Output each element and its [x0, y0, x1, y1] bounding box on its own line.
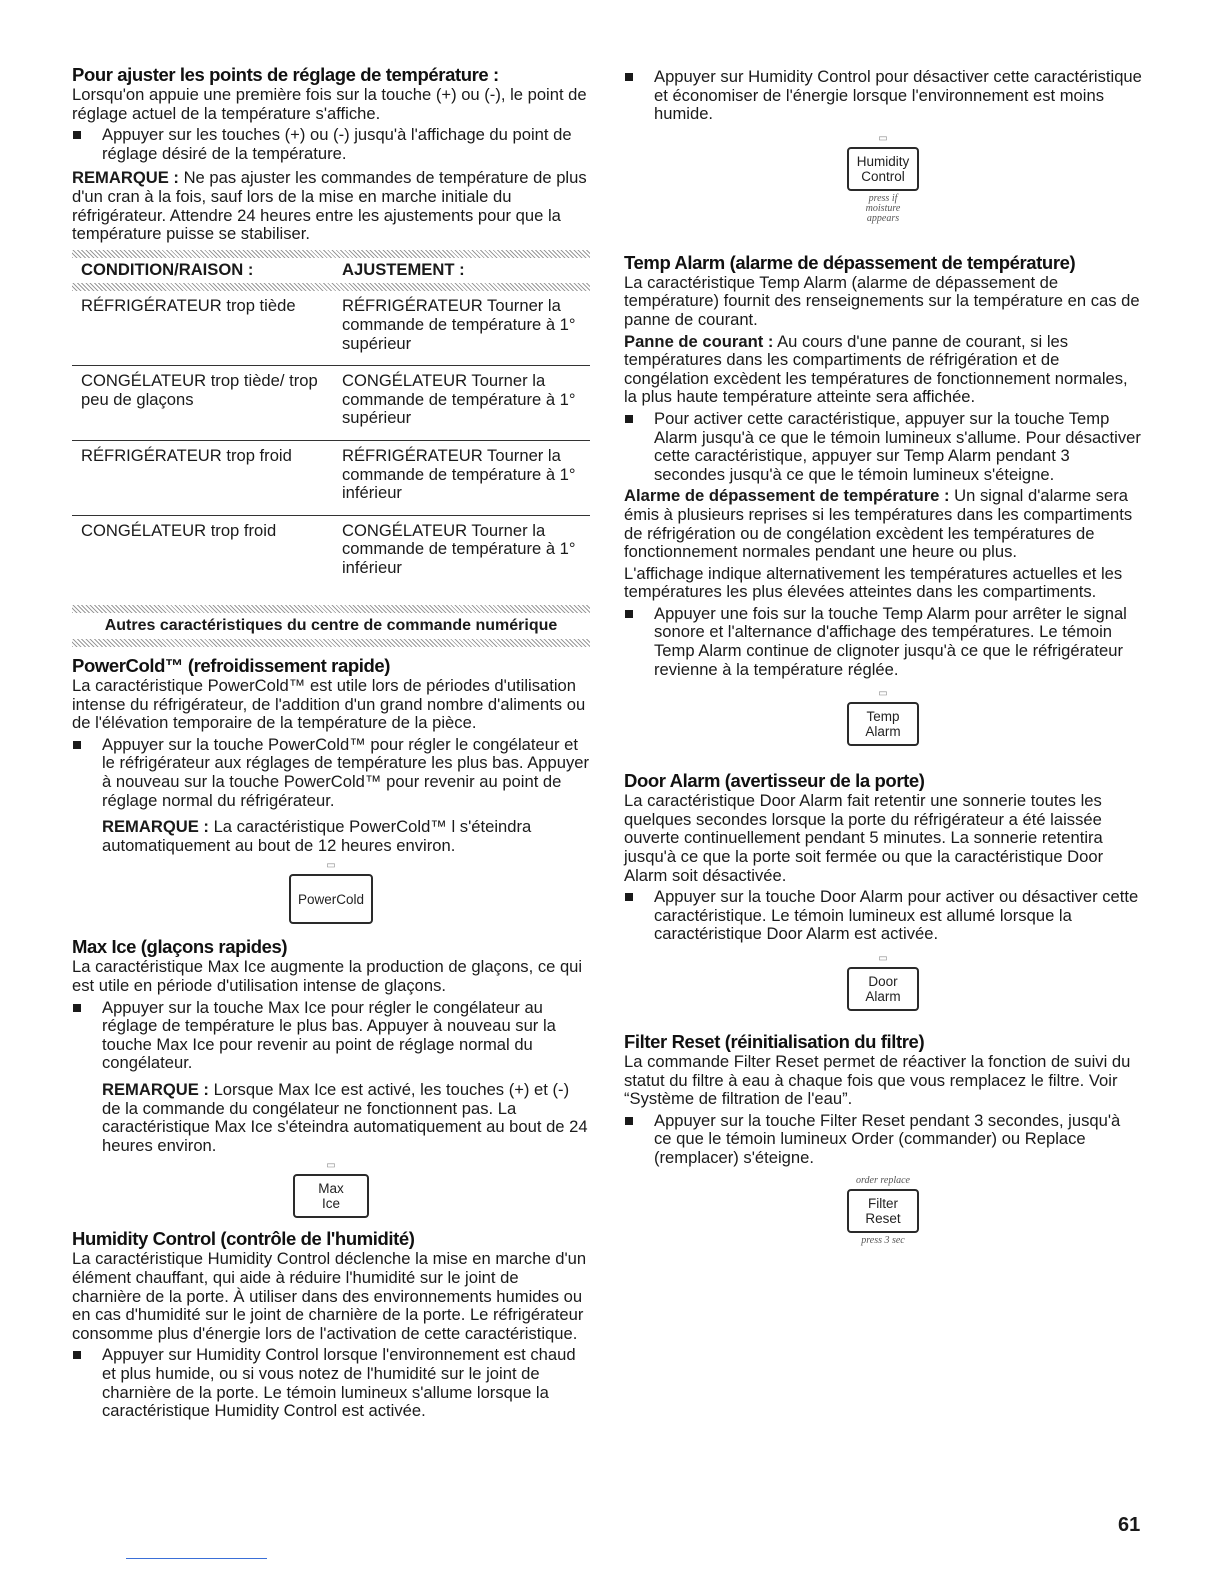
humidity-control-button[interactable]: Humidity Control [847, 147, 919, 191]
indicator-led-icon: ▭ [878, 132, 888, 144]
maxice-intro: La caractéristique Max Ice augmente la production de glaçons, ce qui est utile en période d'utilisation intense de glaçons. [72, 957, 583, 995]
tempalarm-display: L'affichage indique alternativement les températures actuelles et les températures les plus élevées atteintes dans les compartiments. [624, 563, 1123, 602]
tempalarm-button-figure [624, 689, 1142, 746]
left-column [72, 64, 590, 1424]
filter-lamps [856, 1176, 910, 1186]
indicator-led-icon: ▭ [326, 860, 336, 872]
filter-heading: Filter Reset (réinitialisation du filtre) [624, 1031, 925, 1052]
bullet-square-icon [625, 610, 633, 618]
humidity-intro: La caractéristique Humidity Control déclenche la mise en marche d'un élément chauffant, qui aide à réduire l'humidité sur le joint de charnière de la porte. À utiliser dans des environnements humides ou en cas d'humidité sur le joint de charnière de la porte. Le réfrigérateur consomme plus d'énergie lors de l'activation de cette caractéristique. [72, 1249, 587, 1343]
humidity-heading: Humidity Control (contrôle de l'humidité) [72, 1228, 415, 1250]
right-column [624, 68, 1142, 1246]
set-temp-heading: Pour ajuster les points de réglage de température : [72, 64, 499, 85]
indicator-led-icon: ▭ [878, 953, 888, 964]
maxice-button[interactable]: Max Ice [293, 1174, 369, 1218]
maxice-button-figure [72, 1161, 590, 1218]
features-title: Autres caractéristiques du centre de commande numérique [104, 617, 558, 635]
footer-line [126, 1558, 267, 1559]
temp-alarm-button[interactable]: Temp Alarm [847, 702, 919, 746]
page-number: 61 [1118, 1514, 1141, 1536]
humidity-bullet: Appuyer sur Humidity Control lorsque l'environnement est chaud et plus humide, ou si vous notez de l'humidité sur le joint de charnière de la porte. Le témoin lumineux s'allume lorsque la caractéristique Humidity Control est activée. [72, 1346, 590, 1420]
dooralarm-bullet: Appuyer sur la touche Door Alarm pour activer ou désactiver cette caractéristique. Le témoin lumineux est allumé lorsque la caractéristique Door Alarm est activée. [624, 888, 1142, 944]
humidity-button-figure [624, 134, 1142, 224]
filter-caption: press 3 sec [861, 1234, 905, 1246]
maxice-bullet: Appuyer sur la touche Max Ice pour régler le congélateur au réglage de température le plus bas. Appuyer à nouveau sur la touche Max Ice pour revenir au point de réglage normal du congélateur. [72, 999, 590, 1073]
tempalarm-alarm: Alarme de dépassement de température : Un signal d'alarme sera émis à plusieurs reprises si les températures dans les compartiments de réfrigération ou de congélation excèdent les températures de fonctionnement normales pendant une heure ou plus. [624, 486, 1133, 562]
table-header-condition: CONDITION/RAISON : [81, 259, 254, 279]
tempalarm-heading: Temp Alarm (alarme de dépassement de température) [624, 251, 1076, 273]
filter-reset-button[interactable]: Filter Reset [847, 1189, 919, 1233]
powercold-heading: PowerCold™ (refroidissement rapide) [72, 655, 391, 677]
indicator-led-icon: ▭ [326, 1160, 336, 1172]
order-lamp-label: order [856, 1174, 878, 1186]
powercold-button[interactable]: PowerCold [289, 874, 373, 924]
bullet-square-icon [73, 1351, 81, 1359]
tempalarm-intro: La caractéristique Temp Alarm (alarme de dépassement de température) fournit des renseignements sur la température en cas de panne de courant. [624, 272, 1140, 329]
maxice-note: REMARQUE : Lorsque Max Ice est activé, les touches (+) et (-) de la commande du congélateur ne fonctionnent pas. La caractéristique Max Ice s'éteindra automatiquement au bout de 24 heures environ. [102, 1079, 588, 1155]
humidity-bullet-2: Appuyer sur Humidity Control pour désactiver cette caractéristique et économiser de l'énergie lorsque l'environnement est moins humide. [624, 68, 1142, 124]
door-alarm-button[interactable]: Door Alarm [847, 967, 919, 1011]
features-banner [72, 605, 590, 647]
bullet-square-icon [73, 1004, 81, 1012]
indicator-led-icon: ▭ [878, 688, 888, 700]
bullet-square-icon [625, 1117, 633, 1125]
dooralarm-intro: La caractéristique Door Alarm fait retentir une sonnerie toutes les quelques secondes lorsque la porte du réfrigérateur a été laissée ouverte continuellement pendant 5 minutes. La sonnerie retentira jusqu'à ce que la porte soit fermée ou que la caractéristique Door Alarm soit désactivée. [624, 791, 1104, 885]
bullet-square-icon [73, 741, 81, 749]
table-row: RÉFRIGÉRATEUR trop tiède RÉFRIGÉRATEUR Tourner la commande de température à 1° supérieur [72, 291, 590, 366]
tempalarm-bullet-2: Appuyer une fois sur la touche Temp Alarm pour arrêter le signal sonore et l'alternance d'affichage des températures. Le témoin Temp Alarm continue de clignoter jusqu'à ce que le réfrigérateur revienne à la température réglée. [624, 605, 1142, 679]
tempalarm-bullet-1: Pour activer cette caractéristique, appuyer sur la touche Temp Alarm jusqu'à ce que le témoin lumineux s'allume. Pour désactiver cette caractéristique, appuyer sur Temp Alarm pendant 3 secondes jusqu'à ce que le témoin lumineux s'éteigne. [624, 410, 1142, 484]
table-row: RÉFRIGÉRATEUR trop froid RÉFRIGÉRATEUR Tourner la commande de température à 1° inférieur [72, 441, 590, 516]
filter-button-figure [624, 1176, 1142, 1246]
dooralarm-button-figure [624, 954, 1142, 1011]
powercold-note: REMARQUE : La caractéristique PowerCold™ l s'éteindra automatiquement au bout de 12 heures environ. [102, 817, 532, 855]
bullet-square-icon [625, 73, 633, 81]
bullet-square-icon [625, 893, 633, 901]
table-header-adjustment: AJUSTEMENT : [342, 259, 465, 279]
set-temp-bullet: Appuyer sur les touches (+) ou (-) jusqu'à l'affichage du point de réglage désiré de la température. [72, 126, 590, 163]
bullet-square-icon [73, 131, 81, 139]
set-temp-note: REMARQUE : Ne pas ajuster les commandes de température de plus d'un cran à la fois, sauf lors de la mise en marche initiale du réfrigérateur. Attendre 24 heures entre les ajustements pour que la température puisse se stabiliser. [72, 168, 587, 244]
table-header [72, 258, 590, 284]
table-header-rule [72, 283, 590, 291]
set-temp-intro: Lorsqu'on appuie une première fois sur la touche (+) ou (-), le point de réglage actuel de la température s'affiche. [72, 85, 587, 123]
powercold-intro: La caractéristique PowerCold™ est utile lors de périodes d'utilisation intense du réfrigérateur, de l'addition d'un grand nombre d'aliments ou de l'élévation temporaire de la température de la pièce. [72, 676, 586, 733]
powercold-button-figure [72, 861, 590, 924]
filter-bullet: Appuyer sur la touche Filter Reset pendant 3 secondes, jusqu'à ce que le témoin lumineux Order (commander) ou Replace (remplacer) s'éteigne. [624, 1112, 1142, 1168]
filter-intro: La commande Filter Reset permet de réactiver la fonction de suivi du statut du filtre à eau à chaque fois que vous remplacez le filtre. Voir “Système de filtration de l'eau”. [624, 1052, 1131, 1109]
humidity-caption: press if moisture appears [865, 192, 901, 224]
dooralarm-heading: Door Alarm (avertisseur de la porte) [624, 770, 925, 792]
powercold-bullet: Appuyer sur la touche PowerCold™ pour régler le congélateur et le réfrigérateur aux réglages de température les plus bas. Appuyer à nouveau sur la touche PowerCold™ pour revenir au point de réglage normal du réfrigérateur. [72, 736, 590, 810]
table-row: CONGÉLATEUR trop tiède/ trop peu de glaçons CONGÉLATEUR Tourner la commande de température à 1° supérieur [72, 366, 590, 441]
tempalarm-power: Panne de courant : Au cours d'une panne de courant, si les températures dans les compartiments de réfrigération et de congélation excèdent les températures de fonctionnement normales, la plus haute température atteinte sera affichée. [624, 331, 1128, 407]
replace-lamp-label: replace [880, 1174, 910, 1186]
maxice-heading: Max Ice (glaçons rapides) [72, 936, 288, 958]
table-row: CONGÉLATEUR trop froid CONGÉLATEUR Tourner la commande de température à 1° inférieur [81, 520, 576, 577]
table-top-rule [72, 250, 590, 258]
bullet-square-icon [625, 415, 633, 423]
adjustment-table [72, 250, 590, 590]
